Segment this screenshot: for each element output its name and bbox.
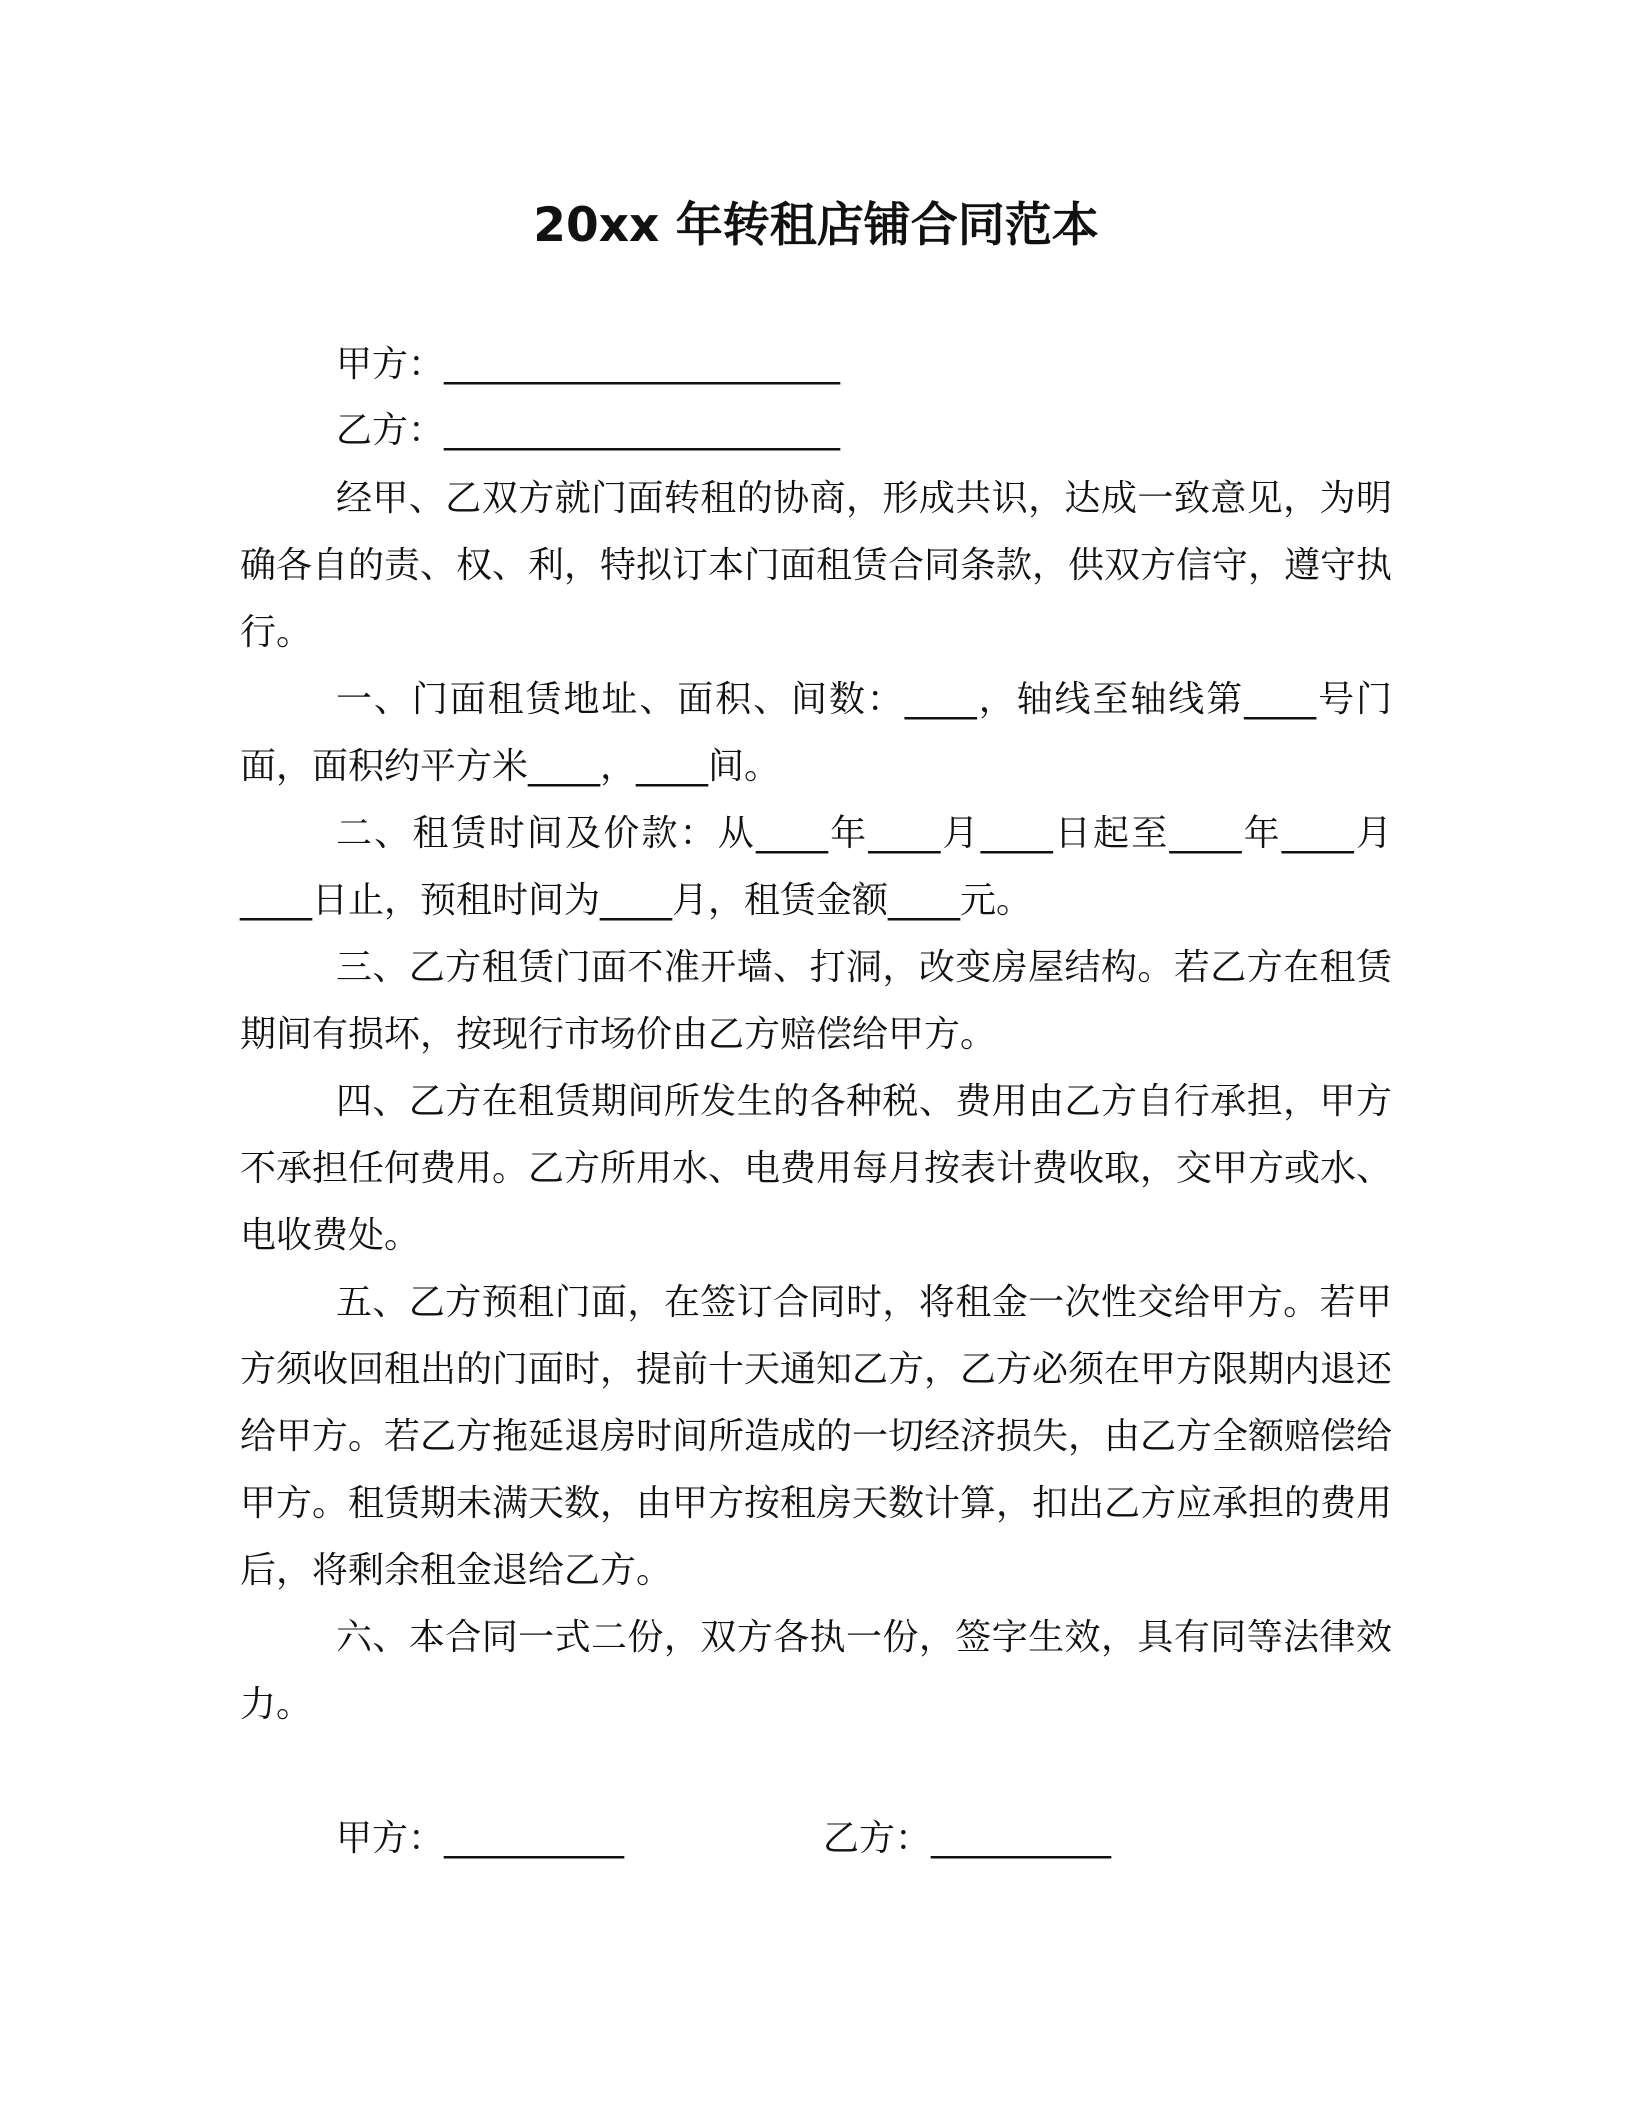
paragraph-clause-1: 一、门面租赁地址、面积、间数：____，轴线至轴线第____号门面，面积约平方米____，____间。	[240, 679, 1392, 787]
paragraph-clause-4: 四、乙方在租赁期间所发生的各种税、费用由乙方自行承担，甲方不承担任何费用。乙方所用水、电费用每月按表计费收取，交甲方或水、电收费处。	[240, 1081, 1393, 1256]
contract-body	[240, 465, 1392, 1738]
paragraph-clause-3: 三、乙方租赁门面不准开墙、打洞，改变房屋结构。若乙方在租赁期间有损坏，按现行市场价由乙方赔偿给甲方。	[240, 947, 1392, 1055]
paragraph-clause-2: 二、租赁时间及价款：从____年____月____日起至____年____月____日止，预租时间为____月，租赁金额____元。	[240, 813, 1392, 921]
party-b-line: 乙方：______________________	[336, 410, 841, 451]
paragraph-clause-6: 六、本合同一式二份，双方各执一份，签字生效，具有同等法律效力。	[240, 1617, 1392, 1725]
paragraph-intro: 经甲、乙双方就门面转租的协商，形成共识，达成一致意见，为明确各自的责、权、利，特拟订本门面租赁合同条款，供双方信守，遵守执行。	[240, 478, 1393, 653]
signature-party-a: 甲方：__________	[336, 1818, 625, 1859]
document-title: 20xx 年转租店铺合同范本	[533, 198, 1099, 253]
party-a-line: 甲方：______________________	[336, 344, 841, 385]
paragraph-clause-5: 五、乙方预租门面，在签订合同时，将租金一次性交给甲方。若甲方须收回租出的门面时，提前十天通知乙方，乙方必须在甲方限期内退还给甲方。若乙方拖延退房时间所造成的一切经济损失，由乙方全额赔偿给甲方。租赁期未满天数，由甲方按租房天数计算，扣出乙方应承担的费用后，将剩余租金退给乙方。	[240, 1282, 1393, 1591]
signature-party-b: 乙方：__________	[823, 1818, 1112, 1859]
